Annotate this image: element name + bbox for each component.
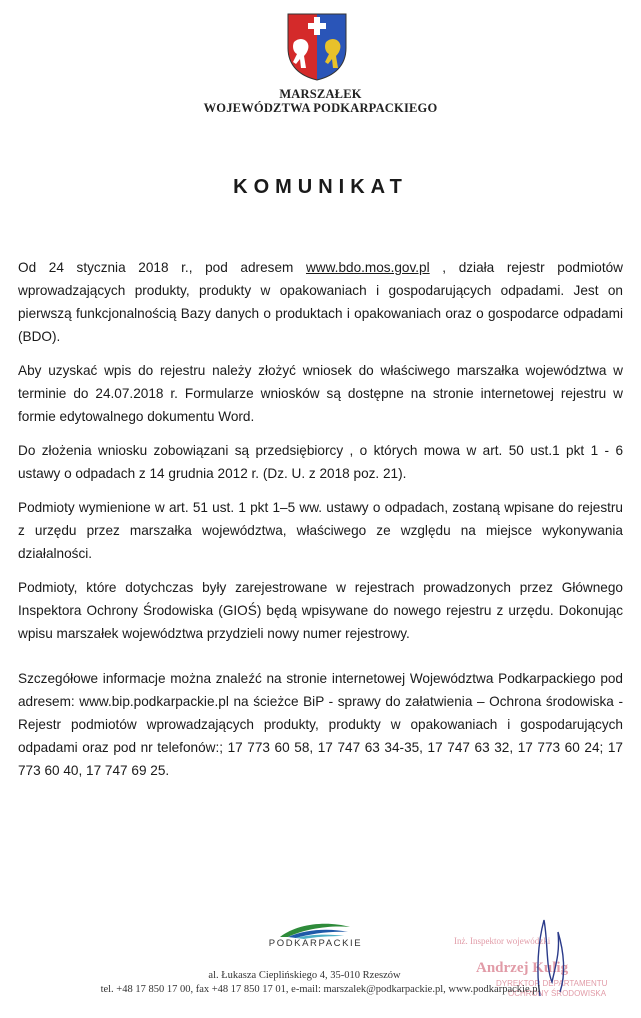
document-body [18,256,623,793]
svg-text:Andrzej Kulig: Andrzej Kulig [476,960,569,976]
office-name-line1: MARSZAŁEK [279,87,362,101]
footer-contact: tel. +48 17 850 17 00, fax +48 17 850 17 01, e-mail: marszalek@podkarpackie.pl, www.podkarpackie.pl [100,984,541,995]
footer-address: al. Łukasza Cieplińskiego 4, 35-010 Rzeszów [208,970,401,981]
paragraph-5: Podmioty, które dotychczas były zarejestrowane w rejestrach prowadzonych przez Głównego Inspektora Ochrony Środowiska (GIOŚ) będą wpisywane do nowego rejestru z urzędu. Dokonując wpisu marszałek województwa przydzieli nowy numer rejestrowy. [18,580,623,641]
paragraph-4: Podmioty wymienione w art. 51 ust. 1 pkt 1–5 ww. ustawy o odpadach, zostaną wpisane do rejestru z urzędu przez marszałka województwa, właściwego ze względu na miejsce wykonywania działalności. [18,500,623,561]
paragraph-3: Do złożenia wniosku zobowiązani są przedsiębiorcy , o których mowa w art. 50 ust.1 pkt 1 - 6 ustawy o odpadach z 14 grudnia 2012 r. (Dz. U. z 2018 poz. 21). [18,443,623,481]
coat-of-arms-icon [286,12,348,82]
paragraph-1 [18,256,623,348]
paragraph-1-text-start: Od 24 stycznia 2018 r., pod adresem [18,260,306,275]
podkarpackie-logo-text: PODKARPACKIE [268,938,363,949]
paragraph-2: Aby uzyskać wpis do rejestru należy złożyć wniosek do właściwego marszałka województwa w terminie do 24.07.2018 r. Formularze wniosków są dostępne na stronie internetowej rejestru w formie edytowalnego dokumentu Word. [18,363,623,424]
bdo-link[interactable]: www.bdo.mos.gov.pl [305,260,430,275]
svg-text:DYREKTOR DEPARTAMENTU: DYREKTOR DEPARTAMENTU [496,979,608,988]
document-title: KOMUNIKAT [233,176,408,198]
svg-text:OCHRONY ŚRODOWISKA: OCHRONY ŚRODOWISKA [508,989,607,998]
office-name-line2: WOJEWÓDZTWA PODKARPACKIEGO [203,101,438,115]
paragraph-1-text-end: , działa rejestr podmiotów wprowadzających produkty, produkty w opakowaniach i gospodarujących odpadami. Jest on pierwszą funkcjonalnością Bazy danych o produktach i opakowaniach oraz o gospodarce odpadami (BDO). [18,260,623,344]
svg-text:Inż. Inspektor wojewódzki: Inż. Inspektor wojewódzki [454,936,551,946]
paragraph-6: Szczegółowe informacje można znaleźć na stronie internetowej Województwa Podkarpackiego pod adresem: www.bip.podkarpackie.pl na ścieżce BiP - sprawy do załatwienia – Ochrona środowiska - Rejestr podmiotów wprowadzających produkty, produkty w opakowaniach i gospodarujących odpadami oraz pod nr telefonów:; 17 773 60 58, 17 747 63 34-35, 17 747 63 32, 17 773 60 24; 17 773 60 40, 17 747 69 25. [18,671,623,778]
